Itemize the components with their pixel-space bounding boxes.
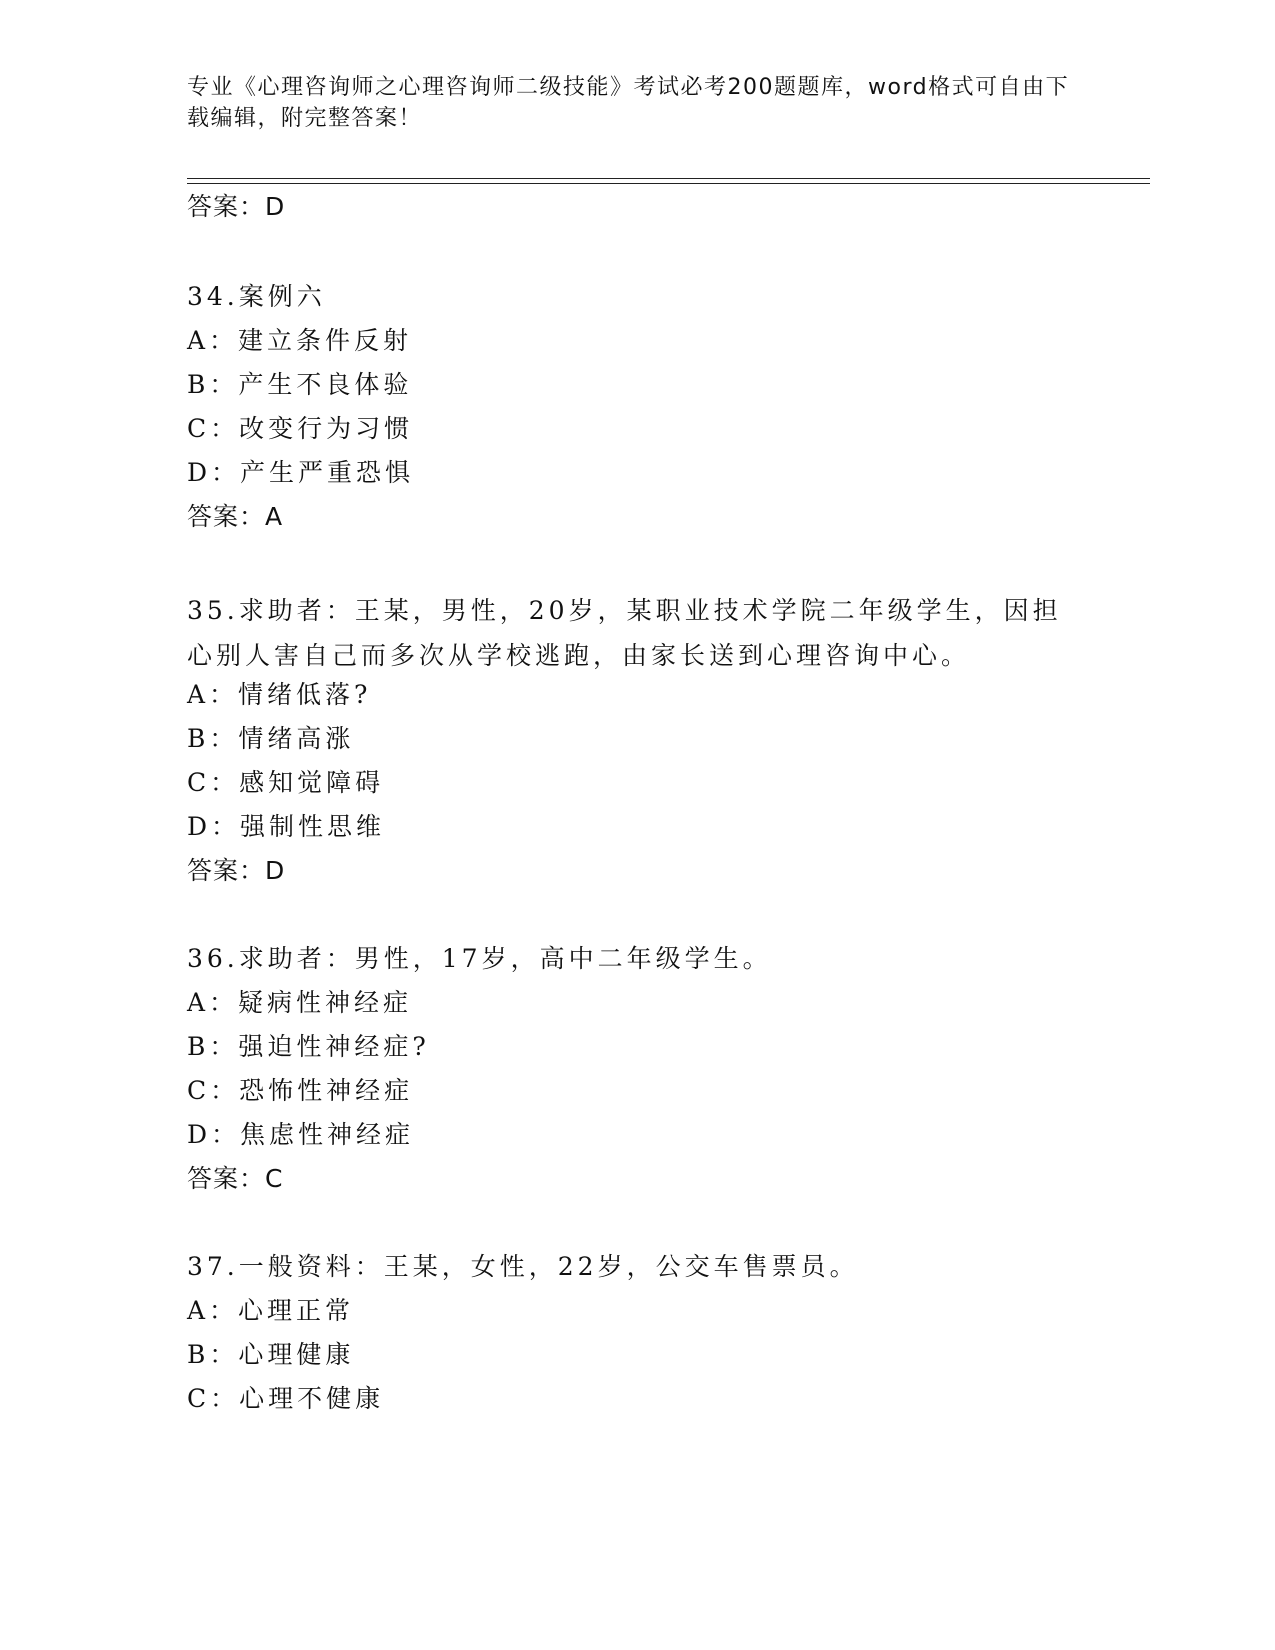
question-stem: 36.求助者：男性，17岁，高中二年级学生。 (187, 944, 772, 973)
option-a: A：疑病性神经症 (187, 988, 413, 1017)
document-header-note: 专业《心理咨询师之心理咨询师二级技能》考试必考200题题库，word格式可自由下载编辑，附完整答案！ (187, 75, 1070, 131)
option-a: A：心理正常 (187, 1296, 355, 1325)
option-b: B：心理健康 (187, 1340, 355, 1369)
option-c: C：改变行为习惯 (187, 414, 414, 443)
option-d: D：焦虑性神经症 (187, 1120, 415, 1149)
question-stem: 35.求助者：王某，男性，20岁，某职业技术学院二年级学生，因担心别人害自己而多次从学校逃跑，由家长送到心理咨询中心。 (187, 596, 1062, 670)
option-a: A：建立条件反射 (187, 326, 413, 355)
option-c: C：心理不健康 (187, 1384, 385, 1413)
header-divider-bottom (187, 183, 1150, 184)
option-d: D：强制性思维 (187, 812, 386, 841)
option-b: B：强迫性神经症? (187, 1032, 430, 1061)
answer-line: 答案：C (187, 1164, 284, 1193)
option-b: B：情绪高涨 (187, 724, 355, 753)
question-stem: 34.案例六 (187, 282, 326, 311)
header-divider-top (187, 178, 1150, 179)
option-a: A：情绪低落? (187, 680, 372, 709)
answer-line: 答案：D (187, 192, 286, 221)
option-c: C：恐怖性神经症 (187, 1076, 414, 1105)
question-stem: 37.一般资料：王某，女性，22岁，公交车售票员。 (187, 1252, 859, 1281)
answer-line: 答案：D (187, 856, 286, 885)
option-c: C：感知觉障碍 (187, 768, 385, 797)
option-d: D：产生严重恐惧 (187, 458, 415, 487)
answer-line: 答案：A (187, 502, 284, 531)
option-b: B：产生不良体验 (187, 370, 413, 399)
